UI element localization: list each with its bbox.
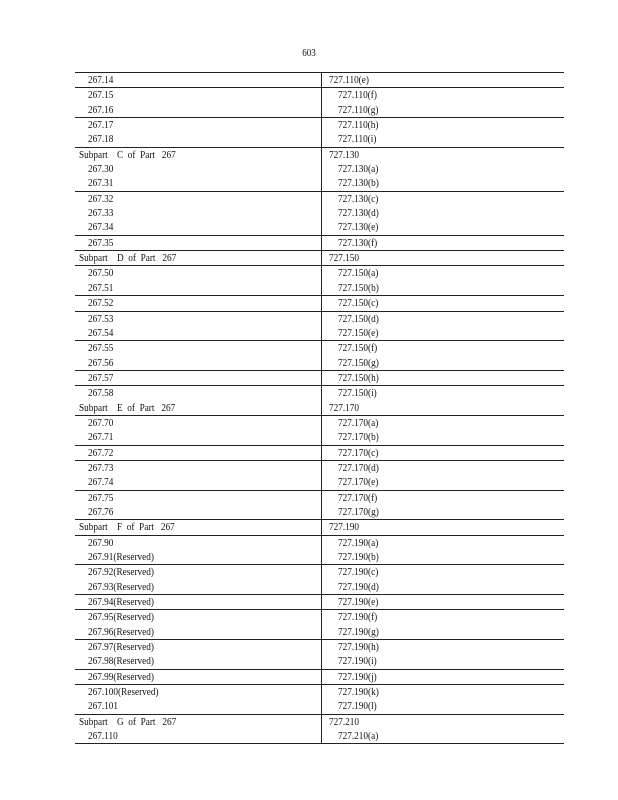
source-section-cell — [75, 311, 322, 326]
target-section-text: 727.170(e) — [338, 476, 379, 489]
source-section-cell — [75, 386, 322, 401]
target-section-cell — [322, 685, 565, 700]
source-section-text: 267.93(Reserved) — [88, 580, 154, 593]
target-section-cell — [322, 356, 565, 371]
table-row — [75, 235, 564, 250]
source-section-text: 267.14 — [88, 74, 114, 86]
table-body — [75, 73, 564, 744]
source-section-cell — [75, 565, 322, 580]
table-row — [75, 281, 564, 296]
source-section-cell — [75, 505, 322, 520]
source-section-cell — [75, 266, 322, 281]
source-section-cell — [75, 73, 322, 88]
table-row — [75, 266, 564, 281]
target-section-cell — [322, 370, 565, 385]
table-row — [75, 386, 564, 401]
target-section-cell — [322, 220, 565, 235]
subpart-target-text: 727.190 — [329, 521, 360, 534]
subpart-target-text: 727.130 — [329, 148, 360, 161]
target-section-cell — [322, 580, 565, 595]
subpart-target-cell — [322, 147, 565, 162]
source-section-cell — [75, 445, 322, 460]
table-row — [75, 625, 564, 640]
source-section-text: 267.101 — [88, 700, 119, 713]
subpart-heading-text: Subpart D of Part 267 — [79, 252, 177, 265]
source-section-text: 267.30 — [88, 163, 114, 176]
source-section-text: 267.56 — [88, 356, 114, 369]
target-section-text: 727.190(h) — [338, 641, 379, 654]
source-section-cell — [75, 580, 322, 595]
subpart-target-text: 727.170 — [329, 401, 360, 414]
target-section-cell — [322, 535, 565, 550]
source-section-cell — [75, 595, 322, 610]
source-section-cell — [75, 281, 322, 296]
source-section-text: 267.76 — [88, 505, 114, 518]
target-section-cell — [322, 386, 565, 401]
target-section-cell — [322, 699, 565, 714]
target-section-cell — [322, 445, 565, 460]
source-section-cell — [75, 460, 322, 475]
subpart-heading-cell — [75, 251, 322, 266]
source-section-text: 267.33 — [88, 207, 114, 220]
target-section-text: 727.110(e) — [329, 74, 369, 86]
table-row — [75, 401, 564, 416]
target-section-cell — [322, 326, 565, 341]
target-section-text: 727.210(a) — [338, 730, 379, 743]
table-row — [75, 669, 564, 684]
target-section-text: 727.110(i) — [338, 133, 377, 146]
table-row — [75, 595, 564, 610]
source-section-cell — [75, 162, 322, 176]
subpart-heading-cell — [75, 714, 322, 729]
target-section-text: 727.150(f) — [338, 342, 378, 355]
target-section-cell — [322, 625, 565, 640]
target-section-cell — [322, 88, 565, 103]
target-section-text: 727.150(h) — [338, 371, 379, 384]
target-section-text: 727.150(a) — [338, 267, 379, 280]
table-row — [75, 654, 564, 669]
source-section-text: 267.54 — [88, 326, 114, 339]
subpart-target-cell — [322, 401, 565, 416]
source-section-cell — [75, 132, 322, 147]
table-row — [75, 370, 564, 385]
table-row — [75, 147, 564, 162]
table-row — [75, 640, 564, 655]
table-row — [75, 565, 564, 580]
target-section-cell — [322, 191, 565, 206]
source-section-cell — [75, 103, 322, 118]
target-section-cell — [322, 550, 565, 565]
target-section-text: 727.110(f) — [338, 89, 377, 102]
target-section-cell — [322, 415, 565, 430]
target-section-text: 727.110(g) — [338, 103, 379, 116]
source-section-cell — [75, 191, 322, 206]
target-section-text: 727.130(c) — [338, 192, 379, 205]
target-section-text: 727.190(j) — [338, 670, 377, 683]
table-row — [75, 430, 564, 445]
target-section-cell — [322, 118, 565, 133]
target-section-text: 727.130(f) — [338, 236, 378, 249]
source-section-text: 267.50 — [88, 267, 114, 280]
source-section-text: 267.31 — [88, 177, 114, 190]
table-row — [75, 88, 564, 103]
target-section-text: 727.190(l) — [338, 700, 377, 713]
source-section-cell — [75, 341, 322, 356]
subpart-target-text: 727.150 — [329, 252, 360, 265]
target-section-text: 727.190(f) — [338, 611, 378, 624]
source-section-text: 267.51 — [88, 281, 114, 294]
source-section-cell — [75, 206, 322, 220]
target-section-cell — [322, 654, 565, 669]
source-section-cell — [75, 685, 322, 700]
source-section-cell — [75, 654, 322, 669]
source-section-text: 267.72 — [88, 446, 114, 459]
source-section-cell — [75, 729, 322, 744]
table-row — [75, 535, 564, 550]
page-number: 603 — [302, 47, 316, 59]
table-row — [75, 580, 564, 595]
target-section-text: 727.170(a) — [338, 416, 379, 429]
source-section-cell — [75, 88, 322, 103]
target-section-text: 727.150(d) — [338, 312, 379, 325]
table-row — [75, 356, 564, 371]
source-section-cell — [75, 235, 322, 250]
source-section-text: 267.99(Reserved) — [88, 670, 154, 683]
table-row — [75, 176, 564, 191]
target-section-cell — [322, 266, 565, 281]
source-section-cell — [75, 550, 322, 565]
target-section-cell — [322, 595, 565, 610]
source-section-cell — [75, 326, 322, 341]
subpart-heading-cell — [75, 401, 322, 416]
source-section-text: 267.74 — [88, 476, 114, 489]
subpart-target-cell — [322, 520, 565, 535]
source-section-text: 267.53 — [88, 312, 114, 325]
table-row — [75, 550, 564, 565]
table-row — [75, 103, 564, 118]
target-section-text: 727.190(g) — [338, 625, 379, 638]
target-section-text: 727.130(d) — [338, 207, 379, 220]
target-section-text: 727.190(a) — [338, 536, 379, 549]
source-section-text: 267.58 — [88, 387, 114, 400]
source-section-cell — [75, 610, 322, 625]
target-section-cell — [322, 490, 565, 505]
source-section-cell — [75, 640, 322, 655]
target-section-cell — [322, 296, 565, 311]
source-section-text: 267.57 — [88, 371, 114, 384]
target-section-text: 727.190(i) — [338, 655, 377, 668]
target-section-cell — [322, 669, 565, 684]
target-section-text: 727.130(b) — [338, 177, 379, 190]
target-section-text: 727.170(g) — [338, 505, 379, 518]
table-row — [75, 206, 564, 220]
source-section-cell — [75, 296, 322, 311]
source-section-text: 267.73 — [88, 461, 114, 474]
target-section-text: 727.150(e) — [338, 326, 379, 339]
target-section-cell — [322, 341, 565, 356]
table-row — [75, 685, 564, 700]
subpart-heading-text: Subpart F of Part 267 — [79, 521, 175, 534]
source-section-cell — [75, 220, 322, 235]
source-section-text: 267.97(Reserved) — [88, 641, 154, 654]
source-section-text: 267.92(Reserved) — [88, 566, 154, 579]
source-section-text: 267.18 — [88, 133, 114, 146]
source-section-text: 267.55 — [88, 342, 114, 355]
source-section-cell — [75, 669, 322, 684]
source-section-cell — [75, 118, 322, 133]
table-row — [75, 505, 564, 520]
target-section-text: 727.150(g) — [338, 356, 379, 369]
table-row — [75, 729, 564, 744]
target-section-text: 727.150(c) — [338, 297, 379, 310]
target-section-text: 727.190(e) — [338, 596, 379, 609]
target-section-cell — [322, 729, 565, 744]
subpart-target-cell — [322, 251, 565, 266]
source-section-text: 267.110 — [88, 730, 118, 743]
target-section-cell — [322, 281, 565, 296]
target-section-cell — [322, 640, 565, 655]
source-section-text: 267.94(Reserved) — [88, 596, 154, 609]
source-section-text: 267.98(Reserved) — [88, 655, 154, 668]
target-section-cell — [322, 505, 565, 520]
table-row — [75, 162, 564, 176]
table-row — [75, 460, 564, 475]
table-row — [75, 251, 564, 266]
source-section-cell — [75, 370, 322, 385]
source-section-cell — [75, 356, 322, 371]
table-row — [75, 415, 564, 430]
target-section-cell — [322, 162, 565, 176]
table-row — [75, 311, 564, 326]
source-section-text: 267.70 — [88, 416, 114, 429]
source-section-text: 267.91(Reserved) — [88, 551, 154, 563]
target-section-cell — [322, 176, 565, 191]
table-row — [75, 191, 564, 206]
target-section-text: 727.190(d) — [338, 580, 379, 593]
target-section-text: 727.130(a) — [338, 163, 379, 176]
target-section-text: 727.170(c) — [338, 446, 379, 459]
subpart-heading-text: Subpart C of Part 267 — [79, 148, 176, 161]
source-section-text: 267.17 — [88, 119, 114, 132]
target-section-cell — [322, 475, 565, 490]
source-section-cell — [75, 625, 322, 640]
target-section-text: 727.170(d) — [338, 461, 379, 474]
target-section-cell — [322, 311, 565, 326]
target-section-cell — [322, 103, 565, 118]
target-section-text: 727.170(f) — [338, 491, 378, 504]
cross-reference-table — [75, 72, 564, 744]
source-section-text: 267.52 — [88, 297, 114, 310]
table-row — [75, 341, 564, 356]
target-section-cell — [322, 132, 565, 147]
table-row — [75, 296, 564, 311]
target-section-cell — [322, 460, 565, 475]
target-section-text: 727.150(i) — [338, 387, 377, 400]
table-row — [75, 490, 564, 505]
target-section-text: 727.110(h) — [338, 119, 379, 132]
target-section-cell — [322, 610, 565, 625]
table-row — [75, 118, 564, 133]
source-section-text: 267.75 — [88, 491, 114, 504]
target-section-cell — [322, 430, 565, 445]
target-section-text: 727.190(b) — [338, 551, 379, 563]
source-section-text: 267.16 — [88, 103, 114, 116]
subpart-target-text: 727.210 — [329, 715, 360, 728]
table-row — [75, 132, 564, 147]
source-section-text: 267.71 — [88, 431, 114, 444]
table-row — [75, 699, 564, 714]
subpart-heading-text: Subpart G of Part 267 — [79, 715, 177, 728]
subpart-heading-text: Subpart E of Part 267 — [79, 401, 176, 414]
table-row — [75, 445, 564, 460]
source-section-text: 267.95(Reserved) — [88, 611, 154, 624]
source-section-cell — [75, 415, 322, 430]
target-section-cell — [322, 235, 565, 250]
subpart-target-cell — [322, 714, 565, 729]
source-section-text: 267.100(Reserved) — [88, 686, 159, 699]
source-section-cell — [75, 430, 322, 445]
target-section-cell — [322, 206, 565, 220]
source-section-cell — [75, 176, 322, 191]
target-section-text: 727.170(b) — [338, 431, 379, 444]
target-section-text: 727.130(e) — [338, 221, 379, 234]
target-section-cell — [322, 565, 565, 580]
target-section-text: 727.190(c) — [338, 566, 379, 579]
source-section-text: 267.90 — [88, 536, 114, 549]
source-section-text: 267.32 — [88, 192, 114, 205]
target-section-text: 727.150(b) — [338, 281, 379, 294]
table-row — [75, 610, 564, 625]
source-section-text: 267.35 — [88, 236, 114, 249]
table-row — [75, 73, 564, 88]
subpart-heading-cell — [75, 520, 322, 535]
target-section-text: 727.190(k) — [338, 686, 379, 699]
table-row — [75, 475, 564, 490]
target-section-cell — [322, 73, 565, 88]
source-section-cell — [75, 535, 322, 550]
table-row — [75, 220, 564, 235]
source-section-cell — [75, 490, 322, 505]
table-row — [75, 520, 564, 535]
source-section-text: 267.15 — [88, 89, 114, 102]
source-section-cell — [75, 475, 322, 490]
subpart-heading-cell — [75, 147, 322, 162]
source-section-text: 267.34 — [88, 221, 114, 234]
source-section-cell — [75, 699, 322, 714]
table-row — [75, 326, 564, 341]
table-row — [75, 714, 564, 729]
source-section-text: 267.96(Reserved) — [88, 625, 154, 638]
